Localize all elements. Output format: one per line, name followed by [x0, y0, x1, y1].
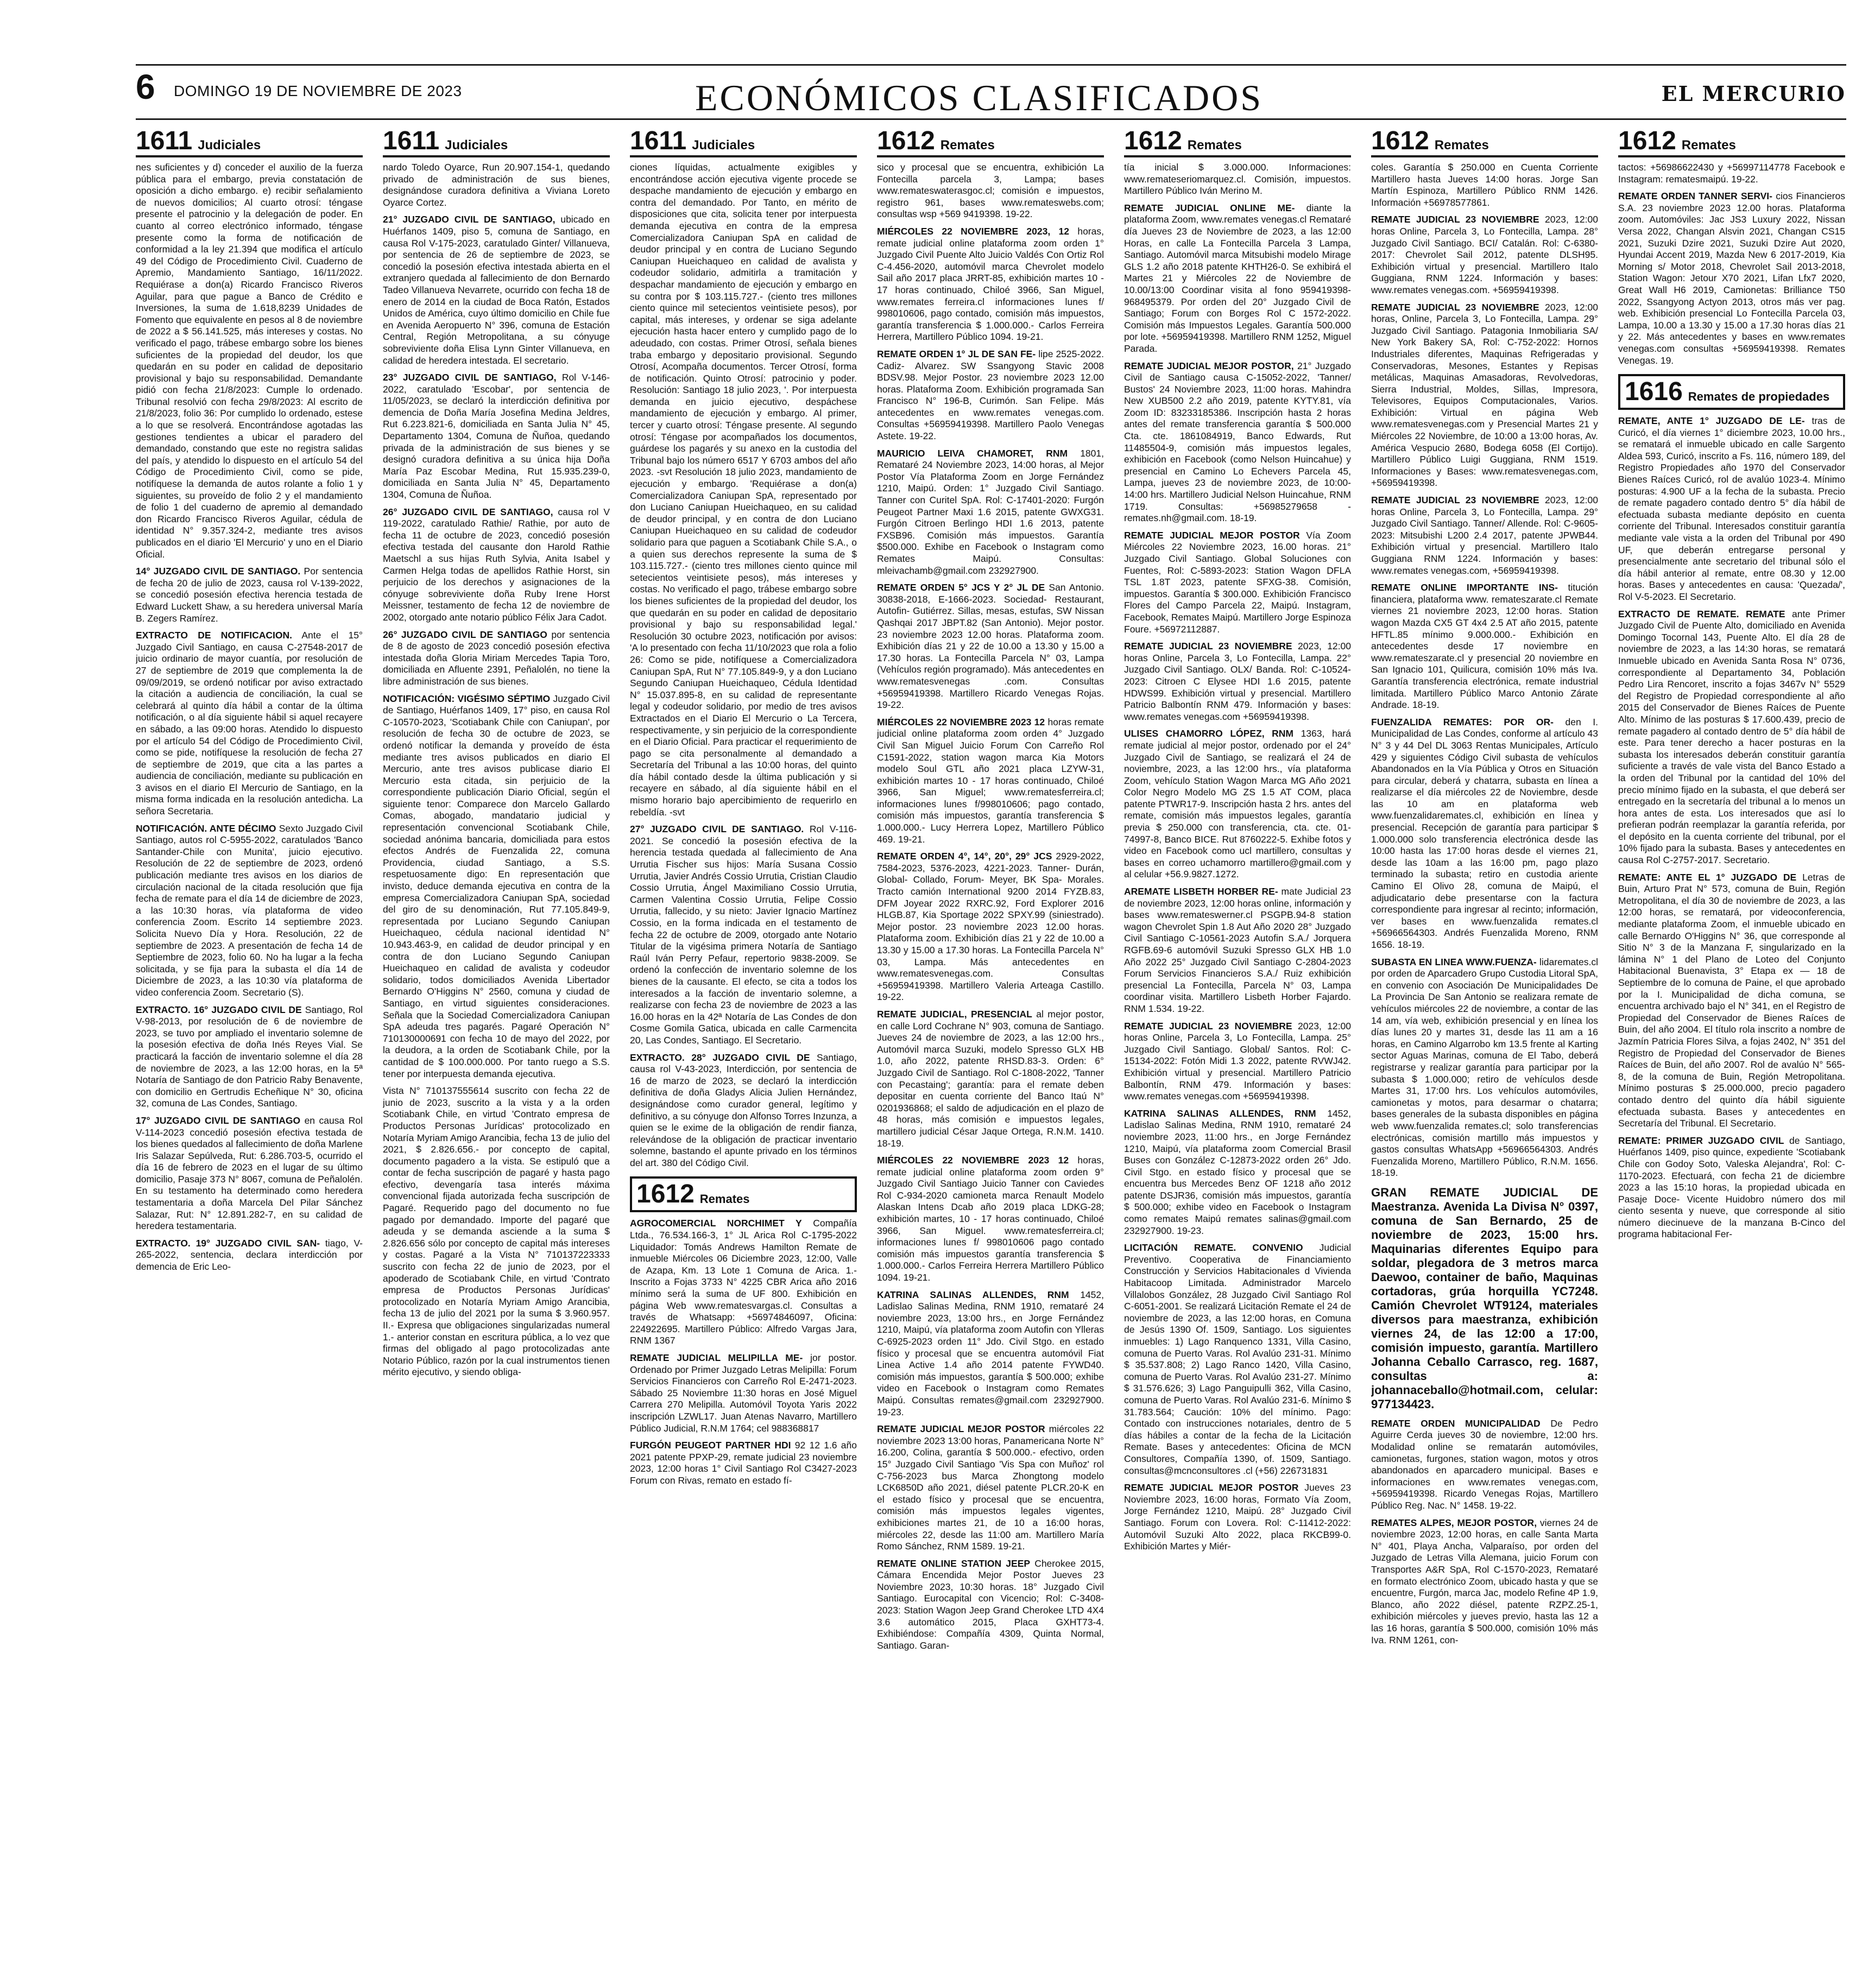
ad-heading: EXTRACTO DE REMATE. REMATE [1618, 608, 1785, 619]
ad-heading: REMATE ONLINE IMPORTANTE INS- [1371, 582, 1558, 593]
ad-body: 1363, hará remate judicial al mejor postor, ordenado por el 24° Juzgado Civil de Santiago, se realizará el 24 de noviembre, 2023, a las 12:00 hrs., vía plataforma Zoom, vehículo Station Wagon Marca MG Año 2021 Color Negro Modelo MG ZS 1.5 AT COM, placa patente PTWR17-9. Inscripción hasta 2 hrs. antes del remate, comisión más impuestos legales, garantía previa $ 250.000 con transferencia, cta. cte. 01-74997-8, Banco BICE. Rut 8760222-5. Exhibe fotos y video en Facebook como ucl martillero, consultas y bases en correo uchamorro martillero@gmail.com y al celular +56.9.9827.1272. [1124, 728, 1351, 880]
ad-body: Judicial Preventivo. Cooperativa de Financiamiento Construcción y Servicios Habitacionales d Vivienda Habitacoop Limitada. Administrador Marcelo Villalobos González, 28 Juzgado Civil Santiago Rol C-6051-2001. Se realizará Licitación Remate el 24 de noviembre de 2023, a las 12:00 horas, en Comuna de Jesús 1390 Of. 1509, Santiago. Los siguientes inmuebles: 1) Lago Ranquenco 1331, Villa Casino, comuna de Puerto Varas. Rol Avalúo 231-31. Mínimo $ 35.537.808; 2) Lago Ranco 1420, Villa Casino, comuna de Puerto Varas. Rol Avalúo 231-27. Mínimo $ 31.576.626; 3) Lago Panguipulli 362, Villa Casino, comuna de Puerto Varas. Rol Avalúo 231-6. Mínimo $ 31.783.564; Caución: 10% del mínimo. Pago: Contado con instrucciones notariales, dentro de 5 días hábiles a contar de la fecha de la Licitación Remate. Bases y antecedentes: Oficina de MCN Consultores, Compañía 1390, of. 1509, Santiago. consultas@mcnconsultores .cl (+56) 226731831 [1124, 1242, 1351, 1476]
ad-body: viernes 24 de noviembre 2023, 12:00 horas, en calle Santa Marta N° 401, Playa Ancha, Valparaíso, por orden del Juzgado de Letras Villa Alemana, juicio Forum con Transportes A&R SpA, Rol C-1570-2023, Remataré en formato electrónico Zoom, ubicado hasta y que se encuentre, Furgón, marca Jac, modelo Refine 4P 1.9, Blanco, año 2022 diésel, patente RZPZ.25-1, exhibición miércoles y jueves previo, hasta las 12 a las 16 horas, garantía $ 500.000, comisión 10% más Iva. RNM 1261, con- [1371, 1517, 1598, 1645]
classified-ad [1124, 886, 1351, 1015]
classified-ad [383, 214, 610, 366]
classified-ad [1124, 202, 1351, 355]
column-7 [1618, 126, 1845, 1972]
ad-heading: KATRINA SALINAS ALLENDES, RNM [1124, 1107, 1316, 1119]
ad-heading: MIÉRCOLES 22 NOVIEMBRE 2023 12 [877, 1155, 1069, 1166]
ad-body: ante Primer Juzgado Civil de Puente Alto, domiciliado en Avenida Domingo Tocornal 143, Puente Alto. El día 28 de noviembre de 2023, a las 14:30 horas, se rematará Inmueble ubicado en Avenida Santa Rosa N° 0736, correspondiente al Departamento 34, Población Pedro Lira Rencoret, inscrito a fojas 3467v N° 5529 del Registro de Propiedad correspondiente al año 2015 del Conservador de Bienes Raíces de Puente Alto. Mínimo de las posturas $ 17.600.439, precio de remate pagadero al contado dentro de 5° día hábil de este. Para tener derecho a hacer posturas en la subasta los interesados deberán constituir garantía suficiente a través de vale vista del Banco Estado a la orden del Tribunal por la cantidad del 10% del precio mínimo fijado en la subasta, el que deberá ser entregado en la secretaría del tribunal a lo menos un hora antes de esta. Los interesados que así lo prefieran podrán reemplazar la garantía referida, por el depósito en la cuenta corriente del tribunal, por el 10% fijado para la subasta. Bases y antecedentes en causa Rol C-2757-2017. Secretario. [1618, 608, 1845, 866]
ad-heading: 21° JUZGADO CIVIL DE SANTIAGO, [383, 214, 556, 225]
ad-heading: MIÉRCOLES 22 NOVIEMBRE 2023, 12 [877, 225, 1070, 237]
ad-heading: KATRINA SALINAS ALLENDES, RNM [877, 1289, 1069, 1300]
ad-heading: NOTIFICACIÓN: VIGÉSIMO SÉPTIMO [383, 693, 551, 704]
ad-heading: REMATE JUDICIAL 23 NOVIEMBRE [1124, 641, 1292, 652]
ad-heading: REMATE ORDEN 5° JCS Y 2° JL DE [877, 582, 1045, 593]
ad-body: 2023, 12:00 horas Online, Parcela 3, Lo Fontecilla, Lampa. 28° Juzgado Civil Santiago. BCI/ Catalán. Rol: C-6380-2017: Chevrolet Sail 2012, patente DLSH95. Exhibición virtual y presencial. Martillero Italo Guggiana, RNM 1224. Información y bases: www.remates venegas.com. +56959419398. [1371, 214, 1598, 295]
ad-body: Jueves 23 Noviembre 2023, 16:00 horas, Formato Vía Zoom, Jorge Fernández 1210, Maipú. 28° Juzgado Civil Santiago. Forum con Lovera. Rol: C-11412-2022: Automóvil Suzuki Alto 2022, placa RKCB99-0. Exhibición Martes y Miér- [1124, 1482, 1351, 1552]
classified-ad [877, 349, 1104, 442]
section-code: 1612 [1618, 126, 1676, 155]
ad-heading: 23° JUZGADO CIVIL DE SANTIAGO, [383, 372, 557, 383]
ad-body: 1801, Remataré 24 Noviembre 2023, 14:00 horas, al Mejor Postor Vía Plataforma Zoom en Jorge Fernández 1210, Maipú. Orden: 1° Juzgado Civil Santiago. Tanner con Curitel SpA. Rol: C-17401-2020: Furgón Peugeot Partner Maxi 1.6 2015, patente GWXG31. Furgón Citroen Berlingo HDI 1.6 2013, patente FXSB96. Comisión más impuestos. Garantía $500.000. Exhibe en Facebook o Instagram como Remates Maipú. Consultas: mleivachamb@gmail.com 232927900. [877, 447, 1104, 576]
classified-ad [1618, 162, 1845, 185]
column-header [630, 126, 857, 157]
classified-ad [877, 226, 1104, 343]
classified-ad [136, 1238, 363, 1273]
ad-heading: REMATE JUDICIAL MELIPILLA ME- [630, 1352, 803, 1363]
ad-body: Ante el 15° Juzgado Civil Santiago, en causa C-27548-2017 de juicio ordinario de mayor cuantía, por resolución de 27 de septiembre de 2019 que complementa la de 09/09/2019, se ordenó notificar por aviso extractado la citación a audiencia de conciliación, la cual se celebrará al quinto día hábil a contar de la última notificación, o al día siguiente hábil si aquel recayere en sábado, a las 09:00 horas. Atendido lo dispuesto por el artículo 54 del Código de Procedimiento Civil, como se pide, notifíquese la resolución de fecha 27 de septiembre de 2019, que cita a las partes a audiencia de conciliación, mediante su publicación en 3 avisos en el diario El Mercurio de Santiago, en la misma forma indicada en la resolución antedicha. La señora Secretaria. [136, 630, 363, 817]
ad-body: Letras de Buin, Arturo Prat N° 573, comuna de Buin, Región Metropolitana, el día 30 de noviembre de 2023, a las 12:00 horas, se rematará, por videoconferencia, mediante plataforma Zoom, el inmueble ubicado en calle Bernardo O'Higgins N° 36, que corresponde al Sitio N° 3 de la Manzana F, singularizado en la lámina N° 1 del Plano de Loteo del Conjunto Habitacional Buenavista, 3° Etapa ex — 18 de Septiembre de lo comuna de Paine, el que aprobado por la I. Municipalidad de dicha comuna, se encuentra archivado bajo el N° 341, en el Registro de Propiedad del Conservador de Bienes Raíces de Buin, del año 2004. El título rola inscrito a nombre de Jazmín Patricia Flores Silva, a fojas 2402, N° 351 del Registro de Propiedad del Conservador de Bienes Raíces de Buin, del año 2007. Rol de avalúo N° 565-8, de la comuna de Buin, Región Metropolitana. Mínimo posturas $ 25.000.000, precio pagadero contado dentro del quinto día hábil siguiente efectuada subasta. Bases y antecedentes en Secretaría del Tribunal. El Secretario. [1618, 871, 1845, 1129]
column-3 [630, 126, 857, 1972]
classified-ad [630, 824, 857, 1046]
classified-ad [1371, 717, 1598, 951]
ad-heading: REMATE ORDEN MUNICIPALIDAD [1371, 1417, 1541, 1429]
classified-ad [877, 448, 1104, 577]
page-number: 6 [136, 67, 155, 106]
ad-heading: MAURICIO LEIVA CHAMORET, RNM [877, 447, 1068, 459]
classified-ad [1124, 728, 1351, 881]
ad-heading: REMATE, ANTE 1° JUZGADO DE LE- [1618, 415, 1805, 427]
ad-body: cios Financieros S.A. 23 noviembre 2023 12.00 horas. Plataforma zoom. Automóviles: Jac JS3 Luxury 2022, Nissan Versa 2022, Changan Alsvin 2021, Changan CS15 2021, Suzuki Dzire 2021, Suzuki Dzire Aut 2020, Hyundai Accent 2019, Mazda New 6 2017-2019, Kia Morning s/ Motor 2018, Chevrolet Sail 2013-2018, Station Wagon: Jetour X70 2021, Lifan Lfx7 2020, Great Wall H6 2019, Camionetas: Brilliance T50 2022, Ssangyong Actyon 2013, otros más ver pag. web. Exhibición presencial Lo Fontecilla Parcela 03, Lampa, 10.00 a 13.30 y 15.00 a 17.30 horas días 21 y 22. Más antecedentes y bases en www.remates venegas.com consultas +56959419398. Remates Venegas. 19. [1618, 191, 1845, 366]
ad-heading: 17° JUZGADO CIVIL DE SANTIAGO [136, 1115, 301, 1126]
ad-body: Compañía Ltda., 76.534.166-3, 1° JL Arica Rol C-1795-2022 Liquidador: Tomás Andrews Hamilton Remate de inmueble Miércoles 06 Diciembre 2023, 12:00, Valle de Azapa, Km. 13 Lote 1 Comuna de Arica. 1.- Inscrito a Fojas 3733 N° 4225 CBR Arica año 2016 mínimo será la suma de UF 800. Exhibición en página Web www.rematesvargas.cl. Consultas a través de Whatsapp: +56974846097, Oficina: 224922695. Martillero Público: Alfredo Vargas Jara, RNM 1367 [630, 1218, 857, 1346]
ad-heading: REMATE JUDICIAL MEJOR POSTOR [1124, 1482, 1299, 1493]
column-2 [383, 126, 610, 1972]
section-code: 1611 [630, 126, 687, 155]
ad-heading: REMATE JUDICIAL 23 NOVIEMBRE [1371, 495, 1539, 506]
ad-body: Juzgado Civil de Santiago, Huérfanos 1409, 17° piso, en causa Rol C-10570-2023, 'Scotiabank Chile con Caniupan', por resolución de fecha 30 de octubre de 2023, se ordenó notificar la demanda y proveído de ésta mediante tres avisos publicados en diario El Mercurio, ante tres avisos publicase diario El Mercurio esta citada, sin perjuicio de la correspondiente publicación Diario Oficial, según el siguiente tenor: Comparece don Marcelo Gallardo Comas, abogado, mandatario judicial y representación convencional Scotiabank Chile, sociedad anónima bancaria, domiciliada para estos efectos Andrés de Fuenzalida 22, comuna Providencia, ciudad Santiago, a S.S. respetuosamente digo: En representación que invisto, deduce demanda ejecutiva en contra de la empresa Comercializadora Caniupan SpA, sociedad del giro de su denominación, Rut 77.105.849-9, representada por Luciano Segundo Caniupan Hueichaqueo, cédula nacional identidad N° 10.943.463-9, en calidad de deudor principal y en contra de don Luciano Segundo Caniupan Hueichaqueo en calidad de avalista y codeudor solidario, todos domiciliados Avenida Libertador Bernardo O'Higgins N° 2560, comuna y ciudad de Santiago, en virtud siguientes consideraciones. Señala que la Sociedad Comercializadora Caniupan SpA adeuda tres pagarés. Pagaré Operación N° 710130000691 con fecha 10 de mayo del 2022, por la deudora, a la orden de Scotiabank Chile, por la cantidad de $ 100.000.000. Por tanto ruego a S.S. tener por interpuesta demanda ejecutiva. [383, 693, 610, 1079]
classified-ad [877, 582, 1104, 711]
header-top-rule [136, 64, 1846, 66]
classified-ad [877, 1558, 1104, 1652]
classified-ad [136, 630, 363, 818]
ad-body: horas, remate judicial online plataforma zoom orden 1° Juzgado Civil Puente Alto Juicio Valdés Con Ortiz Rol C-4.456-2020, automóvil marca Chevrolet modelo Sail año 2017 placa JRRT-85, exhibición martes 10 - 17 horas continuado, Chiloé 3966, San Miguel, www.remates ferreira.cl informaciones lunes f/ 998010606, pago contado, comisión más impuestos, garantía transferencia $ 1.000.000.- Carlos Ferreira Herrera, Martillero Público 1094. 19-21. [877, 225, 1104, 343]
ad-heading: EXTRACTO. 19° JUZGADO CIVIL SAN- [136, 1237, 320, 1249]
section-name: Remates [1434, 138, 1489, 153]
classified-ad [630, 1440, 857, 1486]
ad-heading: NOTIFICACIÓN. ANTE DÉCIMO [136, 822, 276, 834]
ad-body: 2023, 12:00 horas Online, Parcela 3, Lo Fontecilla, Lampa. 29° Juzgado Civil Santiago. Tanner/ Allende. Rol: C-9605-2023: Mitsubishi L200 2.4 2017, patente JPWB44. Exhibición virtual y presencial. Martillero Italo Guggiana RNM 1224. Información y bases: www.remates venegas.com, +56959419398. [1371, 495, 1598, 576]
ad-body: en causa Rol V-114-2023 concedió posesión efectiva testada de los bienes quedados al fallecimiento de doña Marlene Iris Salazar Sepúlveda, Rut: 6.286.703-5, ocurrido el día 16 de febrero de 2023 en el lugar de su último domicilio, Pasaje 373 N° 8067, comuna de Peñalolén. En su testamento ha determinado como heredera testamentaria a doña Marcela Del Pilar Sánchez Salazar, Rut: N° 12.891.282-7, en su calidad de heredera testamentaria. [136, 1115, 363, 1232]
column-header [1618, 126, 1845, 157]
ad-heading: EXTRACTO. 28° JUZGADO CIVIL DE [630, 1052, 810, 1063]
ad-heading: REMATES ALPES, MEJOR POSTOR, [1371, 1517, 1537, 1528]
classified-ad [877, 162, 1104, 220]
ad-heading: 14° JUZGADO CIVIL DE SANTIAGO. [136, 566, 301, 577]
classified-ad [136, 1004, 363, 1110]
column-4 [877, 126, 1104, 1972]
page-date: DOMINGO 19 DE NOVIEMBRE DE 2023 [174, 83, 462, 99]
ad-body: jor postor. Ordenado por Primer Juzgado Letras Melipilla: Forum Servicios Financieros con Carreño Rol E-2471-2023. Sábado 25 Noviembre 11:30 horas en José Miguel Carrera 270 Melipilla. Automóvil Toyota Yaris 2022 inscripción LZWL17. Juan Atenas Navarro, Martillero Público Judicial, R.N.M 1764; cel 988368817 [630, 1352, 857, 1434]
ad-body: al mejor postor, en calle Lord Cochrane N° 903, comuna de Santiago. Jueves 24 de noviembre de 2023, a las 12:00 hrs., Automóvil marca Suzuki, modelo Spresso GLX HB 1.0, año 2022, patente RHSD.83-3. Orden: 6° Juzgado Civil de Santiago. Rol C-1808-2022, 'Tanner con Pecastaing'; garantía: para el remate deben depositar en cuenta corriente del Banco Itaú N° 0201936868; el saldo de adjudicación en el plazo de 48 horas, más comisión e impuestos legales, martillero judicial César Jaque Ortega, R.N.M. 1410. 18-19. [877, 1008, 1104, 1149]
ad-body: titución financiera, plataforma www. remateszarate.cl Remate viernes 21 noviembre 2023, 12:00 horas. Station wagon Mazda CX5 GT 4x4 2.5 AT año 2015, patente HFTL.85 mínimo 9.000.000.- Exhibición en antecedentes desde 17 noviembre en www.remateszarate.cl y presencial 20 noviembre en San Ignacio 101, Quilicura, comisión 10% más Iva. Garantía transferencia electrónica, remate industrial limitada. Martillero Público Marco Antonio Zárate Andrade. 18-19. [1371, 582, 1598, 711]
ad-body: tras de Curicó, el día viernes 1° diciembre 2023, 10.00 hrs., se rematará el inmueble ubicado en calle Sargento Aldea 593, Curicó, inscrito a Fs. 116, número 189, del Registro Propiedades año 1970 del Conservador Bienes Raíces Curicó, rol de avalúo 1023-4. Mínimo posturas: 4.900 UF a la fecha de la subasta. Precio de remate pagadero contado dentro 5° día hábil de efectuada subasta mediante depósito en cuenta corriente del Tribunal. Interesados constituir garantía mediante vale vista a la orden del Tribunal por 490 UF, que deberán entregarse personal y presencialmente ante secretario del tribunal sólo el día hábil anterior al remate, entre 08.30 y 12.00 horas. Bases y antecedentes en causa: 'Quezada/', Rol V-5-2023. El Secretario. [1618, 415, 1845, 602]
ad-body: Cherokee 2015, Cámara Encendida Mejor Postor Jueves 23 Noviembre 2023, 10:30 horas. 18° Juzgado Civil Santiago. Eurocapital con Vicencio; Rol: C-3408-2023: Station Wagon Jeep Grand Cherokee LTD 4X4 3.6 automático 2015, Placa GXHT73-4. Exhibiéndose: Compañía 4309, Quinta Normal, Santiago. Garan- [877, 1558, 1104, 1651]
section-header-box [630, 1176, 857, 1212]
ad-body: diante la plataforma Zoom, www.remates venegas.cl Remataré día Jueves 23 de Noviembre de 2023, a las 12:00 Horas, en calle La Fontecilla Parcela 3 Lampa, Santiago. Automóvil marca Mitsubishi modelo Mirage GLS 1.2 año 2018 patente KHTH26-0. Se exhibirá el Martes 21 y Miércoles 22 de Noviembre de 10.00/13:00 Coordinar visita al fono 959419398-968495379. Por orden del 20° Juzgado Civil de Santiago; Forum con Borges Rol C 1572-2022. Comisión más Impuestos Legales. Garantía 500.000 por lote. +56959419398. Martillero RNM 1252, Miguel Parada. [1124, 202, 1351, 354]
column-header [383, 126, 610, 157]
column-header [1124, 126, 1351, 157]
classified-ad [383, 693, 610, 1080]
column-header [877, 126, 1104, 157]
section-title: ECONÓMICOS CLASIFICADOS [695, 77, 1264, 118]
classified-ad [1371, 302, 1598, 490]
classified-ad [136, 162, 363, 560]
ad-body: por sentencia de 8 de agosto de 2023 concedió posesión efectiva intestada doña Gloria Miriam Mercedes Tapia Toro, domiciliada en Afluente 2391, Peñalolén, no tiene la libre administración de sus bienes. [383, 629, 610, 687]
ad-body: causa rol V 119-2022, caratulado Rathie/ Rathie, por auto de fecha 11 de octubre de 2023, concedió posesión efectiva testada del causante don Harold Rathie Maetschl a sus hijas Ruth Sylvia, Anita Isabel y Carmen Helga todas de apellidos Rathie Horst, sin perjuicio de los derechos y asignaciones de la cónyuge sobreviviente doña Ruby Irene Horst Meissner, testamento de fecha 12 de noviembre de 2002, otorgado ante notario público Félix Jara Cadot. [383, 506, 610, 623]
ad-heading: MIÉRCOLES 22 NOVIEMBRE 2023 12 [877, 716, 1045, 727]
section-code: 1612 [1371, 126, 1429, 155]
ad-body: Vista N° 710137555614 suscrito con fecha 22 de junio de 2023, suscrito a la vista y a la orden Scotiabank Chile, en virtud 'Contrato empresa de Productos Personas Jurídicas' protocolizado en Notaría Myriam Amigo Arancibia, fecha 13 de julio del 2021, $ 2.826.656.- por concepto de capital, documento pagadero a la vista. Se estipuló que a contar de fecha suscripción de pagaré y hasta pago efectivo, devengaría tasa interés máxima convencional fijada autorizada fecha suscripción de Pagaré. Requerido pago del documento no fue pagado por demandado. Importe del pagaré que adeuda y se demanda asciende a la suma $ 2.826.656 sólo por concepto de capital más intereses y costas. Pagaré a la Vista N° 710137223333 suscrito con fecha 22 de junio de 2023, por el apoderado de Scotiabank Chile, en virtud 'Contrato empresa de Productos Personas Jurídicas' protocolizado en Notaría Myriam Amigo Arancibia, fecha 13 de julio del 2021 por la suma $ 3.960.957. II.- Expresa que obligaciones singularizadas numeral 1.- anterior constan en escritura pública, a lo vez que firmas del obligado al pago protocolizadas ante Notario Público, razón por la cual instrumentos tienen mérito ejecutivo, y siendo obliga- [383, 1085, 610, 1378]
ad-heading: FUENZALIDA REMATES: POR OR- [1371, 716, 1554, 727]
ad-heading: EXTRACTO DE NOTIFICACION. [136, 630, 293, 641]
column-header [1371, 126, 1598, 157]
ad-body: tactos: +56986622430 y +56997114778 Facebook e Instagram: rematesmaipú. 19-22. [1618, 162, 1845, 185]
ad-heading: REMATE JUDICIAL ONLINE ME- [1124, 202, 1295, 213]
section-name: Remates [699, 1192, 750, 1206]
ad-body: mate Judicial 23 de noviembre 2023, 12:00 horas online, información y bases www.remateswerner.cl PSGPB.94-8 station wagon Chevrolet Spin 1.8 Aut Año 2020 28° Juzgado Civil Santiago C-10561-2023 Autofin S.A./ Jorquera RGFB.69-6 automóvil Suzuki Spresso GLX HB 1.0 Año 2022 25° Juzgado Civil Santiago C-2804-2023 Forum Servicios Financieros S.A./ Ruiz exhibición presencial La Fontecilla, Parcela N° 03, Lampa coordinar visita. Martillero Lisbeth Horber Fajardo. RNM 1.534. 19-22. [1124, 886, 1351, 1014]
ad-body: Santiago, Rol V-98-2013, por resolución de 6 de noviembre de 2023, se tuvo por ampliado el inventario solemne de la posesión efectiva de doña Inés Reyes Vial. Se practicará la facción de inventario solemne el día 28 de noviembre de 2023, a las 12:00 horas, en la 5ª Notaría de Santiago de don Patricio Raby Benavente, con domicilio en Gertrudis Echeñique N° 30, oficina 32, comuna de Las Condes, Santiago. [136, 1004, 363, 1109]
ad-heading: 26° JUZGADO CIVIL DE SANTIAGO, [383, 506, 553, 517]
classified-ad [1371, 1517, 1598, 1647]
ad-body: 1452, Ladislao Salinas Medina, RNM 1910, remataré 24 noviembre 2023, 11:00 hrs., en Jorge Fernández 1210, Maipú, vía plataforma zoom Comercial Brasil Buses con González C-12873-2022 orden 26° Jdo. Civil Stgo. en estado físico y procesal que se encuentra bus Mercedes Benz OF 1218 año 2012 patente DSJR36, comisión más impuestos, garantía $ 500.000; exhibe video en Facebook o Instagram como remates Maipú remates salinas@gmail.com 232927900. 19-23. [1124, 1107, 1351, 1236]
classified-ad [630, 1052, 857, 1169]
ad-body: 2023, 12:00 horas Online, Parcela 3, Lo Fontecilla, Lampa. 25° Juzgado Civil Santiago. Global/ Santos. Rol: C-15134-2022: Fotón Midi 1.3 2022, patente RVWJ42. Exhibición virtual y presencial. Martillero Patricio Balbontín, RNM 479. Información y bases: www.remates venegas.com +56959419398. [1124, 1020, 1351, 1102]
ad-heading: LICITACIÓN REMATE. CONVENIO [1124, 1242, 1303, 1253]
classified-ad [136, 1115, 363, 1232]
classified-ad [877, 851, 1104, 1003]
newspaper-logo: EL MERCURIO [1661, 81, 1846, 106]
ad-body: nes suficientes y d) conceder el auxilio de la fuerza pública para el embargo, previa constatación de oposición a dicho embargo. e) recibir señalamiento de nuevos domicilios; Al cuarto otrosí: téngase presente el patrocinio y la delegación de poder. En cuanto al correo electrónico informado, téngase presente como la forma de notificación de conformidad a la ley 21.394 que modifica el artículo 49 del Código de Procedimiento Civil. Cuaderno de Apremio, Mandamiento Santiago, 16/11/2022. Requiérase a don(a) Ricardo Francisco Riveros Aguilar, para que pague a Banco de Crédito e Inversiones, la suma de 1.618,8239 Unidades de Fomento que equivalente en pesos al 8 de noviembre de 2022 a $ 56.141.525, más intereses y costas. No verificado el pago, trábese embargo sobre los bienes suficientes de la propiedad del deudor, los que quedarán en su poder en calidad de depositario provisional y bajo su responsabilidad. Demandante pidió con fecha 21/8/2023: Cumple lo ordenado. Tribunal resolvió con fecha 29/8/2023: Al escrito de 21/8/2023, folio 36: Por cumplido lo ordenado, estese a lo que se resolverá. Encontrándose agotadas las gestiones tendientes a ubicar el paradero del demandado, constando que este no registra salidas del país, y atendido lo dispuesto en el artículo 54 del Código de Procedimiento Civil, como se pide, notifíquese la demanda de autos rolante a folio 1 y siguientes, su proveído de folio 2 y el mandamiento de folio 1 del cuaderno de apremio al demandado don Ricardo Francisco Riveros Aguilar, cédula de identidad N° 9.357.324-2, mediante tres avisos publicados en el diario 'El Mercurio' y uno en el Diario Oficial. [136, 162, 363, 560]
featured-ad: GRAN REMATE JUDICIAL DE Maestranza. Avenida La Divisa N° 0397, comuna de San Bernardo, 25 de noviembre de 2023, 15:00 hrs. Maquinarias diferentes Equipo para soldar, plegadora de 3 metros marca Daewoo, container de baño, Maquinas cortadoras, grúa horquilla YC7248. Camión Chevrolet WT9124, materiales diversos para maestranza, exhibición viernes 24, de las 12:00 a 17:00, comisión impuesto, garantía. Martillero Johanna Ceballo Carrasco, reg. 1687, consultas a: johannaceballo@hotmail.com, celular: 977134423. [1371, 1185, 1598, 1411]
section-name: Remates [940, 138, 995, 153]
section-code: 1612 [636, 1180, 695, 1209]
classified-ad [877, 1423, 1104, 1553]
classified-ad [136, 823, 363, 999]
ad-body: De Pedro Aguirre Cerda jueves 30 de noviembre, 12:00 hrs. Modalidad online se rematarán automóviles, camionetas, furgones, station wagon, motos y otros abandonados en aparcadero municipal. Bases e informaciones en www.remates venegas.com, +56959419398. Ricardo Venegas Rojas, Martillero Público Reg. Nac. N° 1458. 19-22. [1371, 1417, 1598, 1511]
ad-heading: REMATE JUDICIAL 23 NOVIEMBRE [1371, 214, 1539, 225]
classified-ad [877, 717, 1104, 846]
ad-heading: REMATE: ANTE EL 1° JUZGADO DE [1618, 871, 1797, 883]
ad-heading: REMATE JUDICIAL, PRESENCIAL [877, 1008, 1032, 1020]
ad-body: San Antonio. 30838-2018, E-1666-2023. Sociedad- Restaurant, Autofin- Gutiérrez. Sillas, mesas, estufas, SW Nissan Qashqai 2017 JBPT.82 (San Antonio). Mejor postor. 23 noviembre 2023 12.00 horas. Plataforma zoom. Exhibición días 21 y 22 de 10.00 a 13.30 y 15.00 a 17.30 horas. La Fontecilla Parcela N° 03, Lampa (Vehículos región programado). Más antecedentes en www.rematesvenegas .com. Consultas +56959419398. Martillero Ricardo Venegas Rojas. 19-22. [877, 582, 1104, 711]
classified-ad [383, 629, 610, 688]
ad-body: 2929-2022, 7584-2023, 5376-2023, 4221-2023. Tanner- Durán, Global- Collado, Forum- Meyer, BK Spa- Morales. Tracto camión International 9200 2014 FYZB.83, DFM Joyear 2022 RXRC.92, Ford Explorer 2016 HLGB.87, Kia Sportage 2022 SPXY.99 (siniestrado). Mejor postor. 23 noviembre 2023 12.00 horas. Plataforma zoom. Exhibición días 21 y 22 de 10.00 a 13.30 y 15.00 a 17.30 horas. La Fontecilla Parcela N° 03, Lampa. Más antecedentes en www.rematesvenegas.com. Consultas +56959419398. Martillero Valeria Arteaga Castillo. 19-22. [877, 851, 1104, 1003]
ad-heading: REMATE JUDICIAL MEJOR POSTOR [1124, 529, 1300, 541]
ad-body: Sexto Juzgado Civil Santiago, autos rol C-5955-2022, caratulados 'Banco Santander-Chile con Munita', juicio ejecutivo. Resolución de 22 de septiembre de 2023, ordenó publicación mediante tres avisos en los diarios de circulación nacional de la citada resolución que fija fecha de remate para el día 14 de diciembre de 2023, a las 10:30 horas, vía plataforma de video conferencia Zoom. Escrito 14 septiembre 2023. Solicita Nuevo Día y Hora. Resolución, 22 de septiembre de 2023. A presentación de fecha 14 de Septiembre de 2023, folio 60. No ha lugar a la fecha solicitada, y se fija para la subasta el día 14 de Diciembre de 2023, a las 10:30 vía plataforma de video conferencia Zoom. Secretario (S). [136, 822, 363, 998]
section-name: Judiciales [198, 138, 261, 153]
classified-ad [877, 1289, 1104, 1419]
ad-body: lipe 2525-2022. Cadiz- Alvarez. SW Ssangyong Stavic 2008 BDSV.98. Mejor Postor. 23 noviembre 2023 12.00 horas. Plataforma Zoom. Exhibición programada San Francisco N° 196-B, Curimón. San Felipe. Más antecedentes en www.remates venegas.com. Consultas +56959419398. Martillero Paolo Venegas Astete. 19-22. [877, 348, 1104, 442]
classified-ad [1124, 360, 1351, 524]
ad-heading: FURGÓN PEUGEOT PARTNER HDI [630, 1440, 791, 1451]
ad-body: nardo Toledo Oyarce, Run 20.907.154-1, quedando privado de administración de sus bienes, designándose curadora definitiva a Viviana Loreto Oyarce Cortez. [383, 162, 610, 208]
ad-body: tía inicial $ 3.000.000. Informaciones: www.remateseriomarquez.cl. Comisión, impuestos. Martillero Público Iván Merino M. [1124, 162, 1351, 197]
classified-ad [1124, 1021, 1351, 1103]
ad-heading: ULISES CHAMORRO LÓPEZ, RNM [1124, 728, 1293, 739]
section-name: Remates [1681, 138, 1736, 153]
section-code: 1612 [1124, 126, 1182, 155]
classified-ad [1371, 162, 1598, 208]
classified-ad [1124, 641, 1351, 723]
column-1 [136, 126, 363, 1972]
classified-ad [1124, 1242, 1351, 1477]
ad-body: 92 12 1.6 año 2021 patente PPXP-29, remate judicial 23 noviembre 2023, 12:00 horas 1° Civil Santiago Rol C3427-2023 Forum con Rivas, remato en estado fí- [630, 1440, 857, 1486]
column-header [136, 126, 363, 157]
ad-body: 1452, Ladislao Salinas Medina, RNM 1910, remataré 24 noviembre 2023, 13:00 hrs., en Jorge Fernández 1210, Maipú, vía plataforma zoom Autofin con Ylleras C-6925-2023 orden 11° Jdo. Civil Stgo. en estado físico y procesal que se encuentra automóvil Fiat Linea Active 1.4 año 2014 patente FYWD40. comisión más impuestos, garantía $ 500.000; exhibe video en Facebook o Instagram como Remates Maipú. Consultas remates@gmail.com 232927900. 19-23. [877, 1289, 1104, 1417]
ad-body: ciones líquidas, actualmente exigibles y encontrándose acción ejecutiva vigente procede se despache mandamiento de ejecución y embargo en contra del demandado. Por Tanto, en mérito de disposiciones que cita, solicita tener por interpuesta demanda ejecutiva en contra de la empresa Comercializadora Caniupan SpA en calidad de deudor principal y en contra de Luciano Segundo Caniupan Hueichaqueo en calidad de avalista y codeudor solidario, admitirla a tramitación y despachar mandamiento de ejecución y embargo en su contra por $ 103.115.727.- (ciento tres millones ciento quince mil setecientos veintisiete pesos), por capital, más intereses, y ordenar se siga adelante ejecución hasta hacer entero y cumplido pago de lo adeudado, con costas. Primer Otrosí, señala bienes traba embargo y depositario provisional. Segundo Otrosí, Acompaña documentos. Tercer Otrosí, forma de notificación. Quinto Otrosí: patrocinio y poder. Resolución: Santiago 18 julio 2023, '. Por interpuesta demanda en juicio ejecutivo, despáchese mandamiento de ejecución y embargo. Al primer, tercer y cuarto otrosí: Téngase presente. Al segundo otrosí: Téngase por acompañados los documentos, guárdese los pagarés y su anexo en la custodia del Tribunal bajo los número 6517 Y 6703 ambos del año 2023. -svt Resolución 18 julio 2023, mandamiento de ejecución y embargo. 'Requiérase a don(a) Comercializadora Caniupan SpA, representado por don Luciano Caniupan Hueichaqueo, en su calidad de deudor principal, y en contra de don Luciano Caniupan Hueichaqueo en su calidad de codeudor solidario para que paguen a Scotiabank Chile S.A., o a quien sus derechos represente la suma de $ 103.115.727.- (ciento tres millones ciento quince mil setecientos veintisiete pesos), más intereses y costas. No verificado el pago, trábese embargo sobre los bienes suficientes de la propiedad del deudor, los que quedarán en su poder en calidad de depositario provisional y bajo su responsabilidad legal.' Resolución 30 octubre 2023, notificación por avisos: 'A lo presentado con fecha 11/10/2023 que rola a folio 26: Como se pide, notifíquese a Comercializadora Caniupan SpA, Rut N° 77.105.849-9, y a don Luciano Segundo Caniupan Hueichaqueo, Cédula Identidad N° 15.037.895-8, en su calidad de representante legal y codeudor solidario, por medio de tres avisos Extractados en el Diario El Mercurio o La Tercera, respectivamente, y sin perjuicio de la correspondiente en el Diario Oficial. Para practicar el requerimiento de pago se cita personalmente al demandado a Secretaría del Tribunal a las 10:00 horas, del quinto día hábil contado desde la última publicación y si recayere en sábado, al día siguiente hábil en el mismo horario bajo apercibimiento de requerirlo en rebeldía. -svt [630, 162, 857, 818]
ad-heading: REMATE JUDICIAL 23 NOVIEMBRE [1124, 1020, 1292, 1031]
ad-body: 21° Juzgado Civil de Santiago causa C-15052-2022, 'Tanner/ Bustos' 24 Noviembre 2023, 11:00 horas. Mahindra New XUB500 2.2 año 2019, patente KYTY.81, vía Zoom ID: 83233185386. Inscripción hasta 2 horas antes del remate transferencia garantía $ 500.000 Cta. cte. 1861084919, Banco Edwards, Rut 11485504-9, comisión más impuestos legales, exhibición en Facebook (como Nelson Huincahue) y presencial en Camino Lo Echevers Parcela 45, Lampa, jueves 23 de noviembre 2023, de 10:00-14:00 hrs. Martillero Judicial Nelson Huincahue, RNM 1719. Consultas: +56985279658 - remates.nh@gmail.com. 18-19. [1124, 360, 1351, 524]
ad-heading: REMATE ONLINE STATION JEEP [877, 1558, 1031, 1569]
ad-heading: REMATE ORDEN TANNER SERVI- [1618, 191, 1773, 202]
ad-body: ubicado en Huérfanos 1409, piso 5, comuna de Santiago, en causa Rol V-175-2023, caratulado Ginter/ Villanueva, por sentencia de 26 de septiembre de 2023, se concedió la posesión efectiva intestada abierta en el extranjero quedada al fallecimiento de don Bernardo Tadeo Villanueva Nevarrete, ocurrido con fecha 18 de enero de 2014 en la ciudad de Boca Ratón, Estados Unidos de América, cuyo último domicilio en Chile fue en Avenida Aeropuerto N° 396, comuna de Estación Central, Región Metropolitana, a su cónyuge sobreviviente doña Elisa Lynn Ginter Villanueva, en calidad de heredera intestada. El secretario. [383, 214, 610, 366]
section-name: Remates [1187, 138, 1242, 153]
ad-heading: REMATE: PRIMER JUZGADO CIVIL [1618, 1135, 1784, 1146]
classified-ad [1124, 530, 1351, 635]
classified-ad [630, 1352, 857, 1434]
ad-heading: REMATE JUDICIAL MEJOR POSTOR, [1124, 360, 1294, 371]
section-name: Judiciales [445, 138, 508, 153]
section-header-box [1618, 374, 1845, 410]
ad-heading: SUBASTA EN LINEA WWW.FUENZA- [1371, 956, 1537, 967]
classified-ad [877, 1155, 1104, 1284]
classified-ad [1124, 162, 1351, 197]
header-bottom-rule [136, 118, 1846, 120]
ad-heading: REMATE JUDICIAL MEJOR POSTOR [877, 1423, 1045, 1435]
ad-body: coles. Garantía $ 250.000 en Cuenta Corriente Martillero hasta Jueves 14:00 horas. Jorge San Martín Espinoza, Martillero Público RNM 1426. Información +56978577861. [1371, 162, 1598, 208]
ad-heading: EXTRACTO. 16° JUZGADO CIVIL DE [136, 1004, 302, 1015]
classified-ad [136, 566, 363, 624]
section-code: 1616 [1625, 377, 1683, 407]
ad-body: Por sentencia de fecha 20 de julio de 2023, causa rol V-139-2022, se concedió posesión efectiva herencia testada de Edward Luckett Shaw, a su heredera universal María B. Zegers Ramírez. [136, 566, 363, 624]
ad-heading: REMATE ORDEN 4°, 14°, 20°, 29° JCS [877, 851, 1052, 862]
section-code: 1611 [383, 126, 440, 155]
column-6 [1371, 126, 1598, 1972]
ad-body: 2023, 12:00 horas Online, Parcela 3, Lo Fontecilla, Lampa. 22° Juzgado Civil Santiago. OLX/ Banda. Rol: C-10524-2023: Citroen C Elysee HDI 1.6 2015, patente HDWS99. Exhibición virtual y presencial. Martillero Patricio Balbontín RNM 479. Información y bases: www.remates venegas.com +56959419398. [1124, 641, 1351, 722]
classified-ad [1371, 1418, 1598, 1512]
ad-heading: 27° JUZGADO CIVIL DE SANTIAGO. [630, 824, 804, 835]
ad-body: lidaremates.cl por orden de Aparcadero Grupo Custodia Litoral SpA, en convenio con Asociación De Municipalidades De La Provincia De San Antonio se realizara remate de vehículos miércoles 22 de noviembre, a contar de las 14 am, vía web, exhibición presencial y en línea los días lunes 20 y martes 31, desde las 11 am a 16 horas, en Camino Algarrobo km 13.5 frente al Karting sector Aguas Marinas, comuna de El Tabo, deberá registrarse y realizar garantía para participar por la subasta $ 1.000.000; retiro de vehículos desde Martes 31, 17:00 hrs. Los vehículos automóviles, camionetas y motos, para desarmar o chatarra; bases generales de la subasta disponibles en página web www.fuenzalida remates.cl; solo transferencias electrónicas, comisión martillo más impuestos y gastos consultas WhatsApp +56966564303. Andrés Fuenzalida Moreno, Martillero Público, R.N.M. 1656. 18-19. [1371, 956, 1598, 1179]
ad-body: tiago, V-265-2022, sentencia, declara interdicción por demencia de Eric Leo- [136, 1237, 363, 1272]
classifieds-columns [136, 126, 1846, 1972]
ad-body: Vía Zoom Miércoles 22 Noviembre 2023, 16.00 horas. 21° Juzgado Civil Santiago. Global Soluciones con Fuentes, Rol: C-5893-2023: Station Wagon DFLA TSL 1.8T 2023, patente SFXG-38. Comisión, impuestos. Garantía $ 300.000. Exhibición Francisco Flores del Campo Parcela 22, Maipú. Instagram, Facebook, Remates Maipú. Martillero Jorge Espinoza Foure. +56972112887. [1124, 529, 1351, 635]
classified-ad [1618, 415, 1845, 603]
classified-ad [383, 507, 610, 624]
classified-ad [383, 162, 610, 208]
ad-heading: REMATE ORDEN 1° JL DE SAN FE- [877, 348, 1036, 359]
classified-ad [1618, 1135, 1845, 1240]
classified-ad [1618, 191, 1845, 366]
ad-body: Rol V-146-2022, caratulado 'Escobar', por sentencia de 11/05/2023, se declaró la interdicción definitiva por demencia de Doña María Josefina Medina Jeldres, Rut 6.223.821-6, domiciliada en Santa Julia N° 45, Departamento 1304, Comuna de Ñuñoa, quedando privada de la administración de sus bienes y se designó curadora definitiva a su única hija Doña María Paz Escobar Medina, Rut 15.935.239-0, domiciliada en Santa Julia N° 45, Departamento 1304, Comuna de Ñuñoa. [383, 372, 610, 501]
classified-ad [630, 1218, 857, 1347]
section-name: Judiciales [692, 138, 755, 153]
ad-body: Rol V-116-2021. Se concedió la posesión efectiva de la herencia testada quedada al fallecimiento de Ana Urrutia Fischer sus hijos: María Susana Cossio Urrutia, Javier Andrés Cossio Urrutia, Cristian Claudio Cossio Urrutia, Ángel Maximiliano Cossio Urrutia, Carmen Valentina Cossio Urrutia, Felipe Cossio Urrutia, fallecido, y su nieto: Javier Ignacio Martínez Cossio, en la forma indicada en el testamento de fecha 22 de octubre de 2009, otorgado ante Notario Titular de la vigésima primera Notaría de Santiago Raúl Iván Perry Pefaur, repertorio 9838-2009. Se ordenó la confección de inventario solemne de los bienes de la causante. El efecto, se cita a todos los interesados a la facción de inventario solemne, a realizarse con fecha 23 de noviembre de 2023 a las 16.00 horas en la 42ª Notaría de Las Condes de don Cosme Gomila Gatica, ubicada en calle Carmencita 20, Las Condes, Santiago. El Secretario. [630, 824, 857, 1046]
classified-ad [1371, 957, 1598, 1179]
section-code: 1612 [877, 126, 935, 155]
ad-body: 2023, 12:00 horas, Online, Parcela 3, Lo Fontecilla, Lampa. 29° Juzgado Civil Santiago. Patagonia Inmobiliaria SA/ New York Bakery SA, Rol: C-752-2022: Hornos Industriales diferentes, Maquinas Refrigeradas y Conservadoras, Mesones, Estantes y Repisas metálicas, Maquinas Amasadoras, Revolvedoras, Sierra Industrial, Moldes, Sillas, Impresora, Televisores, Equipos Computacionales, Varios. Exhibición: Virtual en página Web www.rematesvenegas.com y Presencial Martes 21 y Miércoles 22 Noviembre, de 10:00 a 13:00 horas, Av. América Vespucio 2680, Bodega 6058 (El Cortijo). Martillero Público Luigi Guggiana, RNM 1519. Informaciones y Bases: www.rematesvenegas.com, +56959419398. [1371, 301, 1598, 489]
classified-ad [1124, 1108, 1351, 1237]
ad-body: horas, remate judicial online plataforma zoom orden 9° Juzgado Civil Santiago Juicio Tanner con Caviedes Rol C-934-2020 camioneta marca Renault Modelo Alaskan Intens Dcab año 2019 placa LDKG-28; exhibición martes, 10 - 17 horas continuado, Chiloé 3966, San Miguel. www.rematesferreira.cl; informaciones lunes f/ 998010606 pago contado comisión más impuestos garantía transferencia $ 1.000.000.- Carlos Ferreira Herrera Martillero Público 1094. 19-21. [877, 1155, 1104, 1283]
classified-ad [1124, 1482, 1351, 1553]
ad-body: Santiago, causa rol V-43-2023, Interdicción, por sentencia de 16 de marzo de 2023, se declaró la interdicción definitiva de doña Gladys Alicia Julien Hernández, designándose como curador general, legítimo y definitivo, a su cónyuge don Alfonso Torres Inzunza, a quien se le exime de la obligación de rendir fianza, relevándose de la obligación de practicar inventario solemne, bastando el apunte privado en los términos del art. 380 del Código Civil. [630, 1052, 857, 1168]
ad-body: den I. Municipalidad de Las Condes, conforme al artículo 43 N° 3 y 44 Del DL 3063 Rentas Municipales, Artículo 429 y siguientes Código Civil subasta de vehículos Abandonados en la Vía Pública y Otros en Situación para circular, deberá y chatarra, subasta en línea a realizarse el día miércoles 22 de Noviembre, desde las 10 am en plataforma web www.fuenzalidaremates.cl, exhibición en línea y presencial. Recepción de garantía para participar $ 1.000.000 solo transferencia electrónica desde las 10:00 hasta las 17:00 horas desde el viernes 21, desde las 10am a las 16:00 pm, pago plazo terminado la subasta; retiro en custodia ariente Camino El Olivo 28, comuna de Maipú, el adjudicatario debe presentarse con la factura correspondiente para ingresar al recinto; información, ver bases en www.fuenzalida remates.cl +56966564303. Andrés Fuenzalida Moreno, RNM 1656. 18-19. [1371, 716, 1598, 950]
classified-ad [1618, 609, 1845, 866]
classified-ad [1371, 214, 1598, 296]
classified-ad [630, 162, 857, 818]
ad-body: miércoles 22 noviembre 2023 13:00 horas, Panamericana Norte N° 16.200, Colina, garantía $ 500.000.- efectivo, orden 15° Juzgado Civil Santiago 'Vis Spa con Muñoz' rol C-756-2023 bus Marca Zhongtong modelo LCK6850D año 2021, diésel patente PLCR.20-K en el estado físico y procesal que se encuentra, comisión más impuestos legales vigentes, exhibiciones martes 21, de 10 a 16:00 horas, miércoles 22, desde las 11:00 am. Martillero María Romo Sánchez, RNM 1589. 19-21. [877, 1423, 1104, 1552]
ad-body: de Santiago, Huérfanos 1409, piso quince, expediente 'Scotiabank Chile con Godoy Soto, Valeska Alejandra', Rol: C-1170-2023. Efectuará, con fecha 21 de diciembre 2023 a las 15:10 horas, la propiedad ubicada en Pasaje Doce- Vicente Huidobro número dos mil ciento sesenta y nueve, que corresponde al sitio número diecinueve de la manzana B-Cinco del programa habitacional Fer- [1618, 1135, 1845, 1240]
classified-ad [1618, 872, 1845, 1130]
ad-heading: AREMATE LISBETH HORBER RE- [1124, 886, 1278, 897]
ad-heading: AGROCOMERCIAL NORCHIMET Y [630, 1218, 802, 1229]
section-code: 1611 [136, 126, 193, 155]
classified-ad [1371, 495, 1598, 577]
column-5 [1124, 126, 1351, 1972]
section-name: Remates de propiedades [1688, 390, 1830, 404]
classified-ad [383, 1085, 610, 1378]
classified-ad [877, 1009, 1104, 1149]
ad-body: horas remate judicial online plataforma zoom orden 4° Juzgado Civil San Miguel Juicio Forum Con Carreño Rol C1591-2022, station wagon marca Kia Motors modelo Soul GTL año 2021 placa LZYW-31, exhibición martes 10 - 17 horas continuado, Chiloé 3966, San Miguel; www.rematesferreira.cl; informaciones lunes f/998010606; pago contado, comisión más impuestos, garantía transferencia $ 1.000.000.- Lucy Herrera Lopez, Martillero Público 469. 19-21. [877, 716, 1104, 845]
ad-body: sico y procesal que se encuentra, exhibición La Fontecilla parcela 3, Lampa; bases www.remateswaterasgoc.cl; comisión e impuestos, registro 961, bases www.remateswebs.com; consultas wsp +569 9419398. 19-22. [877, 162, 1104, 220]
ad-heading: 26° JUZGADO CIVIL DE SANTIAGO [383, 629, 547, 640]
classified-ad [383, 372, 610, 501]
ad-heading: REMATE JUDICIAL 23 NOVIEMBRE [1371, 301, 1539, 313]
classified-ad [1371, 582, 1598, 711]
